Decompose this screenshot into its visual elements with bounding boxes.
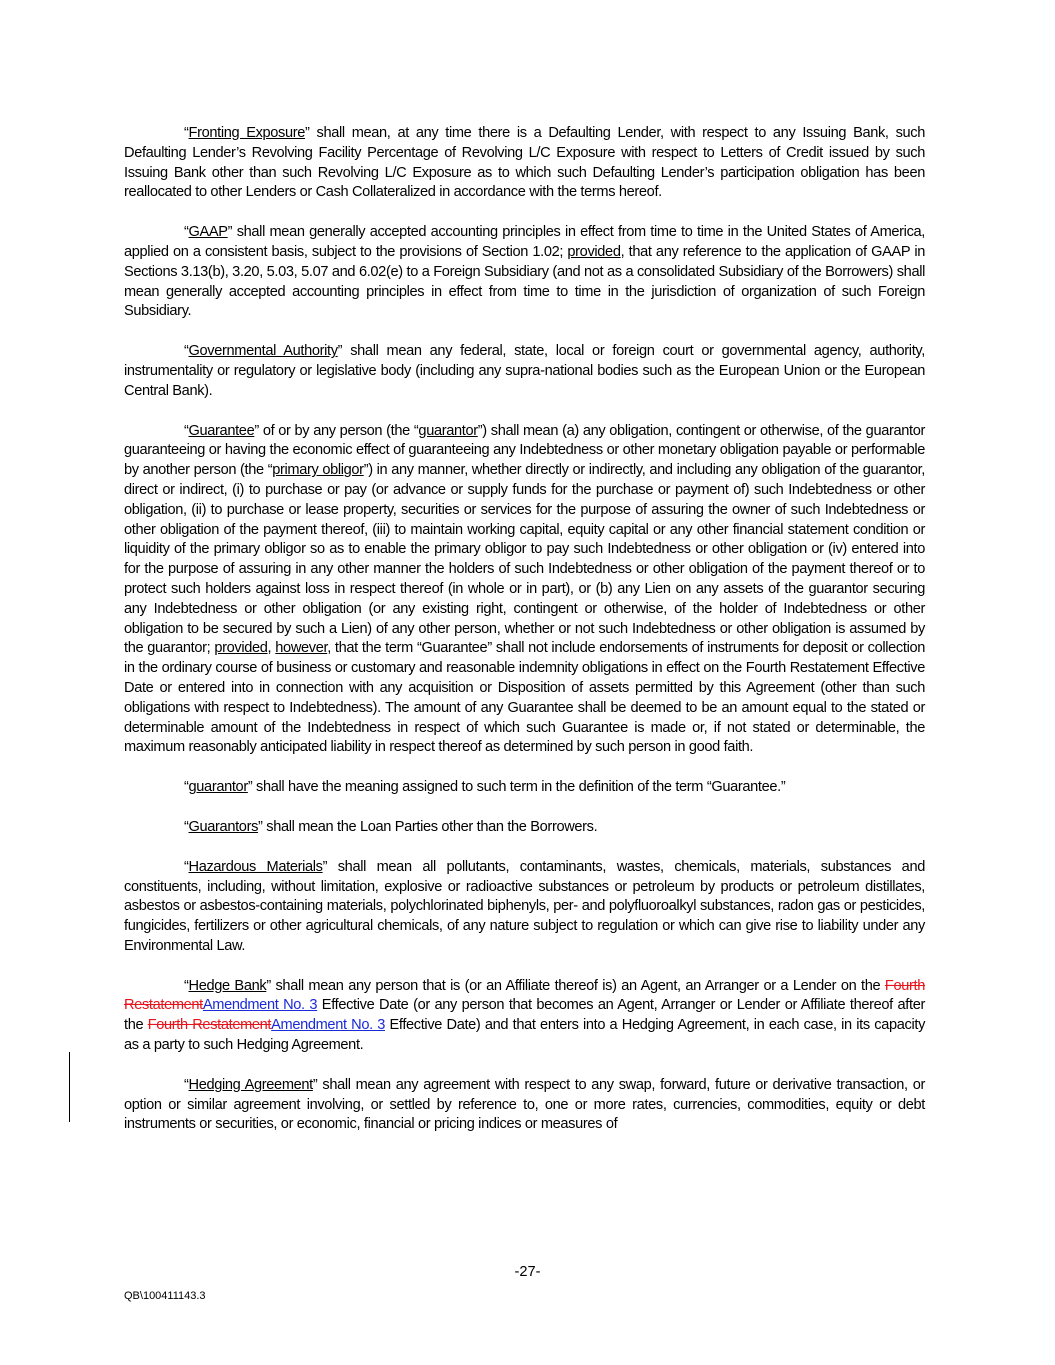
defined-term: guarantor [418,422,478,439]
paragraph-text: “ [184,977,189,994]
paragraph-text: ” shall mean, at any time there is a Defaulting Lender, with respect to any Issuing Bank, such Defaulting Lender’s Revolving Facility Percentage of Revolving L/C Exposure with respect to Letters of Credit issued by such Issuing Bank other than such Revolving L/C Exposure as to which such Defaulting Lender’s participation obligation has been reallocated to other Lenders or Cash Collateralized in accordance with the terms hereof. [124,125,925,201]
change-bar [69,1052,70,1122]
paragraph-text: ”) in any manner, whether directly or indirectly, and including any obligation of the guarantor, direct or indirect, (i) to purchase or pay (or advance or supply funds for the purchase or payment of) such Indebtedness or other obligation, (ii) to purchase or lease property, securities or services for the purpose of assuring the owner of such Indebtedness or other obligation of the payment thereof, (iii) to maintain working capital, equity capital or any other financial statement condition or liquidity of the primary obligor so as to enable the primary obligor to pay such Indebtedness or other obligation or (iv) entered into for the purpose of assuring in any other manner the holders of such Indebtedness or other obligation of the payment thereof or to protect such holders against loss in respect thereof (in whole or in part), or (b) any Lien on any assets of the guarantor securing any Indebtedness or other obligation (or any existing right, contingent or otherwise, of the holder of Indebtedness or other obligation to be secured by such a Lien) of any other person, whether or not such Indebtedness or other obligation is assumed by the guarantor; [124,462,926,657]
inserted-text: Amendment No. 3 [271,1017,386,1034]
paragraph-text: ” shall mean any agreement with respect to any swap, forward, future or derivative transaction, or option or similar agreement involving, or settled by reference to, one or more rates, currencies, commodities, equity or debt instruments or securities, or economic, financial or pricing indices or measures of [124,1076,925,1133]
definition-paragraph [124,124,925,203]
paragraph-text: Effective Date) and that enters into a Hedging Agreement, in each case, in its capacity as a party to such Hedging Agreement. [124,1017,926,1054]
paragraph-text: , that any reference to the application of GAAP in Sections 3.13(b), 3.20, 5.03, 5.07 and 6.02(e) to a Foreign Subsidiary (and not as a consolidated Subsidiary of the Borrowers) shall mean generally accepted accounting principles in effect from time to time in the jurisdiction of organization of such Foreign Subsidiary. [124,243,925,320]
definition-paragraph [124,778,925,798]
defined-term: provided [214,640,268,657]
paragraph-text: ” shall mean the Loan Parties other than the Borrowers. [258,818,598,835]
definition-paragraph [124,977,925,1056]
document-body [124,124,925,1155]
defined-term: Guarantee [188,422,255,439]
paragraph-text: ” shall mean generally accepted accounting principles in effect from time to time in the United States of America, applied on a consistent basis, subject to the provisions of Section 1.02; [124,224,925,260]
definition-paragraph [124,223,925,322]
defined-term: however [275,640,328,657]
definition-paragraph [124,858,925,957]
paragraph-text: “ [184,224,189,241]
defined-term: guarantor [188,779,248,796]
document-id: QB\100411143.3 [124,1290,206,1302]
deleted-text: Fourth Restatement [147,1017,272,1034]
page-number: -27- [514,1264,541,1280]
definition-paragraph [124,818,925,838]
defined-term: Fronting Exposure [188,125,306,141]
paragraph-text: “ [184,818,189,835]
defined-term: GAAP [188,224,228,241]
paragraph-text: “ [184,422,189,439]
paragraph-text: Effective Date (or any person that becomes an Agent, Arranger or Lender or Affiliate thereof after the [124,997,925,1034]
paragraph-text: ” shall have the meaning assigned to such term in the definition of the term “Guarantee.” [247,779,786,796]
paragraph-text: “ [184,858,189,875]
definition-paragraph [124,1076,925,1135]
paragraph-text: “ [184,343,189,360]
inserted-text: Amendment No. 3 [202,997,318,1014]
paragraph-text: ” of or by any person (the “ [254,422,419,439]
defined-term: Governmental Authority [188,343,338,360]
paragraph-text: “ [184,779,189,796]
defined-term: Hedging Agreement [188,1076,313,1093]
defined-term: Guarantors [188,818,259,835]
paragraph-text: ” shall mean all pollutants, contaminants, wastes, chemicals, materials, substances and constituents, including, without limitation, explosive or radioactive substances or petroleum by products or petroleum distillates, asbestos or asbestos-containing materials, polychlorinated biphenyls, per- and polyfluoroalkyl substances, radon gas or pesticides, fungicides, fertilizers or other agricultural chemicals, of any nature subject to regulation or which can give rise to liability under any Environmental Law. [124,858,925,954]
paragraph-text: “ [184,1076,189,1093]
paragraph-text: ”) shall mean (a) any obligation, contingent or otherwise, of the guarantor guaranteeing or having the economic effect of guaranteeing any Indebtedness or other monetary obligation payable or performable by another person (the “ [124,422,925,479]
paragraph-text: , that the term “Guarantee” shall not include endorsements of instruments for deposit or collection in the ordinary course of business or customary and reasonable indemnity obligations in effect on the Fourth Restatement Effective Date or entered into in connection with any acquisition or Disposition of assets permitted by this Agreement (other than such obligations with respect to Indebtedness). The amount of any Guarantee shall be deemed to be an amount equal to the stated or determinable amount of the Indebtedness in respect of which such Guarantee is made or, if not stated or determinable, the maximum reasonably anticipated liability in respect thereof as determined by such person in good faith. [124,640,925,756]
definition-paragraph [124,342,925,401]
paragraph-text: , [267,640,276,657]
definition-paragraph [124,422,925,759]
paragraph-text: ” shall mean any federal, state, local or foreign court or governmental agency, authority, instrumentality or regulatory or legislative body (including any supra-national bodies such as the European Union or the European Central Bank). [124,343,925,399]
paragraph-text: ” shall mean any person that is (or an Affiliate thereof is) an Agent, an Arranger or a Lender on the [266,977,885,994]
defined-term: Hazardous Materials [188,858,323,875]
defined-term: provided [567,243,621,260]
deleted-text: Fourth Restatement [124,977,925,1014]
paragraph-text: “ [184,125,189,141]
defined-term: Hedge Bank [188,977,267,994]
defined-term: primary obligor [272,462,364,479]
